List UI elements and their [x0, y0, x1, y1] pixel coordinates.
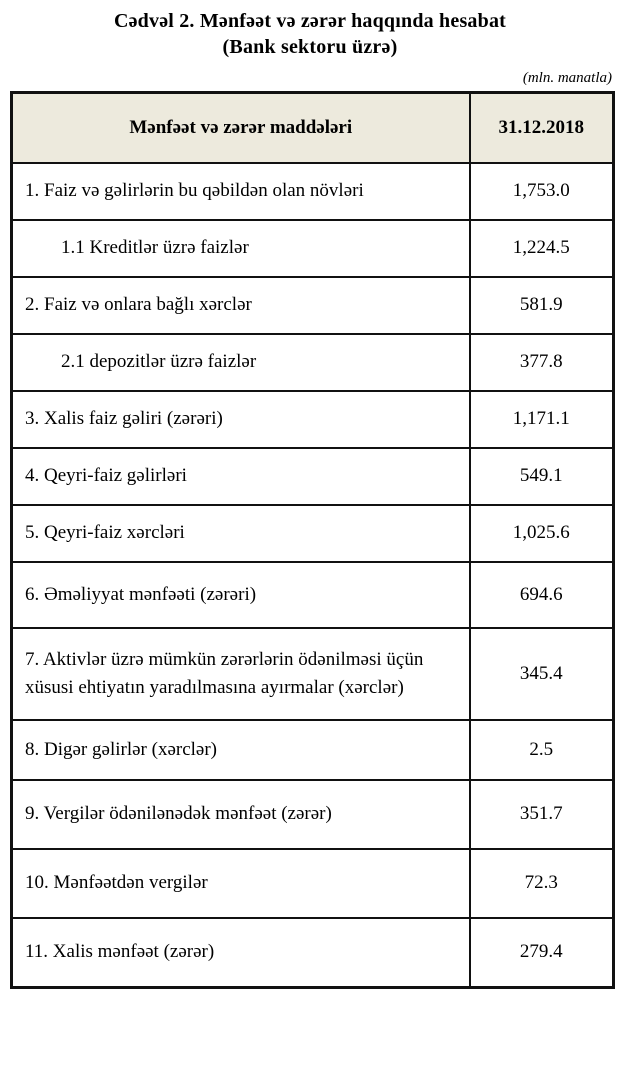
- table-row: [12, 220, 614, 277]
- row-label: 8. Digər gəlirlər (xərclər): [12, 720, 470, 780]
- table-row: [12, 277, 614, 334]
- table-header-row: [12, 93, 614, 163]
- row-label: 2. Faiz və onlara bağlı xərclər: [12, 277, 470, 334]
- row-value: 1,224.5: [470, 220, 614, 277]
- row-value: 345.4: [470, 628, 614, 720]
- row-value: 581.9: [470, 277, 614, 334]
- row-label: 1. Faiz və gəlirlərin bu qəbildən olan növləri: [12, 163, 470, 220]
- row-label: 6. Əməliyyat mənfəəti (zərəri): [12, 562, 470, 628]
- row-label: 9. Vergilər ödənilənədək mənfəət (zərər): [12, 780, 470, 849]
- header-items-column: Mənfəət və zərər maddələri: [12, 93, 470, 163]
- row-value: 72.3: [470, 849, 614, 918]
- table-row: [12, 505, 614, 562]
- row-label: 7. Aktivlər üzrə mümkün zərərlərin ödənilməsi üçün xüsusi ehtiyatın yaradılmasına ayırmalar (xərclər): [12, 628, 470, 720]
- row-label: 1.1 Kreditlər üzrə faizlər: [12, 220, 470, 277]
- row-label: 10. Mənfəətdən vergilər: [12, 849, 470, 918]
- row-value: 2.5: [470, 720, 614, 780]
- row-value: 694.6: [470, 562, 614, 628]
- table-row: [12, 780, 614, 849]
- document-title-line2: (Bank sektoru üzrə): [222, 36, 398, 58]
- row-value: 351.7: [470, 780, 614, 849]
- row-label: 2.1 depozitlər üzrə faizlər: [12, 334, 470, 391]
- row-value: 549.1: [470, 448, 614, 505]
- row-value: 1,025.6: [470, 505, 614, 562]
- table-row: [12, 628, 614, 720]
- table-row: [12, 448, 614, 505]
- table-row: [12, 334, 614, 391]
- profit-loss-table: [10, 91, 615, 989]
- row-value: 279.4: [470, 918, 614, 988]
- unit-note: (mln. manatla): [522, 70, 612, 86]
- table-body: [12, 163, 614, 988]
- row-label: 5. Qeyri-faiz xərcləri: [12, 505, 470, 562]
- row-value: 1,753.0: [470, 163, 614, 220]
- header-date-column: 31.12.2018: [470, 93, 614, 163]
- row-value: 1,171.1: [470, 391, 614, 448]
- row-label: 4. Qeyri-faiz gəlirləri: [12, 448, 470, 505]
- row-label: 11. Xalis mənfəət (zərər): [12, 918, 470, 988]
- row-value: 377.8: [470, 334, 614, 391]
- document-title: [0, 8, 620, 60]
- document-title-line1: Cədvəl 2. Mənfəət və zərər haqqında hesabat: [113, 10, 507, 32]
- table-row: [12, 720, 614, 780]
- table-row: [12, 391, 614, 448]
- table-row: [12, 163, 614, 220]
- table-row: [12, 562, 614, 628]
- table-row: [12, 918, 614, 988]
- table-header: [12, 93, 614, 163]
- row-label: 3. Xalis faiz gəliri (zərəri): [12, 391, 470, 448]
- table-row: [12, 849, 614, 918]
